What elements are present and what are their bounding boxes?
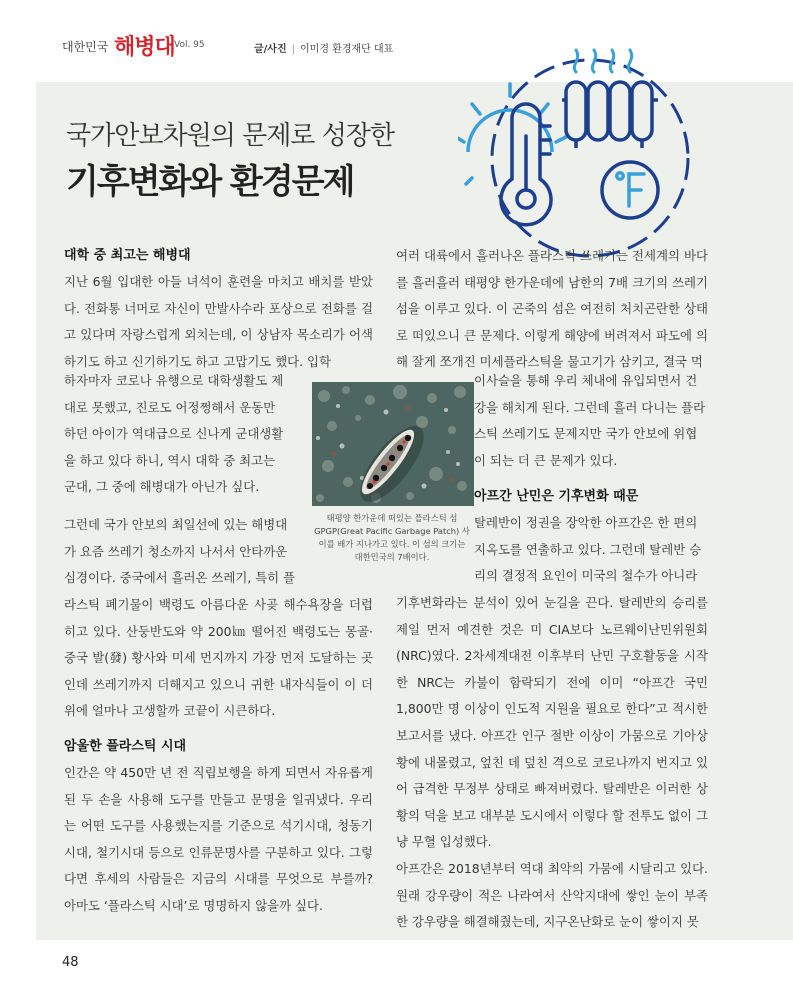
right-col-wrap-1 xyxy=(474,368,708,474)
credit-label: 글/사진 xyxy=(254,44,287,55)
section-heading: 대학 중 최고는 해병대 xyxy=(64,248,191,263)
garbage-patch-photo xyxy=(312,382,474,506)
article-title: 기후변화와 환경문제 xyxy=(66,162,354,202)
left-col-section-1 xyxy=(64,243,373,375)
section-heading: 아프간 난민은 기후변화 때문 xyxy=(474,489,639,504)
paragraph: 지난 6월 입대한 아들 녀석이 훈련을 마치고 배치를 받았다. 전화통 너머로 자신이 만발사수라 포상으로 전화를 걸고 있다며 자랑스럽게 외치는데, 이 상남자 목소리가 어색하기도 하고 신기하기도 하고 고맙기도 했다. 입학 xyxy=(64,274,373,369)
text-line: 하자마자 코로나 유행으로 대학생활도 제 xyxy=(64,373,284,388)
brand-name: 해병대 xyxy=(114,35,175,60)
text-line: 스틱 쓰레기도 문제지만 국가 안보에 위협 xyxy=(474,426,698,442)
paragraph: 아프간은 2018년부터 역대 최악의 가뭄에 시달리고 있다. 원래 강우량이 적은 나라여서 산악지대에 쌓인 눈이 부족한 강우량을 해결해줬는데, 지구온난화로 눈이 쌓이지 못 xyxy=(396,860,708,930)
text-line: 그런데 국가 안보의 최일선에 있는 해병대 xyxy=(64,517,288,532)
right-col-section-1 xyxy=(396,243,708,376)
text-line: 이 되는 더 큰 문제가 있다. xyxy=(474,452,618,468)
credit-line xyxy=(254,40,393,55)
text-line: 지옥도를 연출하고 있다. 그런데 탈레반 승 xyxy=(474,541,702,557)
thermometer-sun-radiator-fahrenheit-icon xyxy=(458,40,720,260)
paragraph: 라스틱 폐기물이 백령도 아름다운 사곶 해수욕장을 더럽히고 있다. 산둥반도와 약 200㎞ 떨어진 백령도는 몽골·중국 발(發) 황사와 미세 먼지까지 가장 먼저 도달하는 곳인데 쓰레기까지 더해지고 있으니 귀한 내자식들이 이 더위에 얼마나 고생할까 코끝이 시큰하다. xyxy=(64,597,373,719)
text-line: 이사슬을 통해 우리 체내에 유입되면서 건 xyxy=(474,373,698,388)
text-line: 리의 결정적 요인이 미국의 철수가 아니라 xyxy=(474,568,698,584)
text-line: 탈레반이 정권을 장악한 아프간은 한 편의 xyxy=(474,515,698,530)
photo-caption: 태평양 한가운데 떠있는 플라스틱 섬 GPGP(Great Pacific Garbage Patch) 사이를 배가 지나가고 있다. 이 섬의 크기는 대한민국의 7배이다. xyxy=(314,513,470,562)
volume-label: Vol. 95 xyxy=(174,40,205,50)
left-col-section-2 xyxy=(64,592,373,725)
right-col-wrap-2 xyxy=(474,484,708,590)
text-line: 군대, 그 중에 해병대가 아닌가 싶다. xyxy=(64,479,260,495)
left-col-wrap-2 xyxy=(64,512,301,592)
credit-separator: | xyxy=(291,44,296,55)
right-col-section-2 xyxy=(396,590,708,936)
article-title-block xyxy=(66,115,394,203)
text-line: 을 하고 있다 하니, 역시 대학 중 최고는 xyxy=(64,452,276,468)
page-number: 48 xyxy=(62,955,79,970)
text-line: 하던 아이가 역대급으로 신나게 군대생활 xyxy=(64,426,284,442)
text-line: 강을 해치게 된다. 그런데 흘러 다니는 플라 xyxy=(474,399,706,415)
credit-author: 이미경 환경재단 대표 xyxy=(300,44,394,55)
section-heading: 암울한 플라스틱 시대 xyxy=(64,739,187,754)
paragraph: 인간은 약 450만 년 전 직립보행을 하게 되면서 자유롭게 된 두 손을 사용해 도구를 만들고 문명을 일궈냈다. 우리는 어떤 도구를 사용했는지를 기준으로 석기시대, 청동기시대, 철기시대 등으로 인류문명사를 구분하고 있다. 그렇다면 후세의 사람들은 지금의 시대를 무엇으로 부를까? 아마도 ‘플라스틱 시대’로 명명하지 않을까 싶다. xyxy=(64,765,373,913)
article-subtitle: 국가안보차원의 문제로 성장한 xyxy=(66,121,395,151)
text-line: 심경이다. 중국에서 흘러온 쓰레기, 특히 플 xyxy=(64,570,296,586)
paragraph: 여러 대륙에서 흘러나온 플라스틱 쓰레기는 전세계의 바다를 흘러흘러 태평양 한가운데에 남한의 7배 크기의 쓰레기 섬을 이루고 있다. 이 곤죽의 섬은 여전히 처치곤란한 상태로 떠있으니 큰 문제다. 이렇게 해양에 버려져서 파도에 의해 잘게 쪼개진 미세플라스틱을 물고기가 삼키고, 결국 먹 xyxy=(396,248,708,370)
left-col-wrap-1 xyxy=(64,368,301,501)
left-col-section-3 xyxy=(64,734,373,920)
text-line: 가 요즘 쓰레기 청소까지 나서서 안타까운 xyxy=(64,543,288,559)
text-line: 대로 못했고, 진로도 어정쩡해서 운동만 xyxy=(64,399,276,415)
paragraph: 기후변화라는 분석이 있어 눈길을 끈다. 탈레반의 승리를 제일 먼저 예견한 것은 미 CIA보다 노르웨이난민위원회(NRC)였다. 2차세계대전 이후부터 난민 구호활동을 시작한 NRC는 카불이 함락되기 전에 이미 “아프간 국민 1,800만 명 이상이 인도적 지원을 필요로 한다”고 적시한 보고서를 냈다. 아프간 인구 절반 이상이 가뭄으로 기아상황에 내몰렸고, 엎친 데 덮친 격으로 코로나까지 번지고 있어 급격한 무정부 상태로 빠져버렸다. 탈레반은 이러한 상황의 덕을 보고 대부분 도시에서 이렇다 할 전투도 없이 그냥 무혈 입성했다. xyxy=(396,595,708,850)
magazine-label: 대한민국 xyxy=(62,40,109,54)
